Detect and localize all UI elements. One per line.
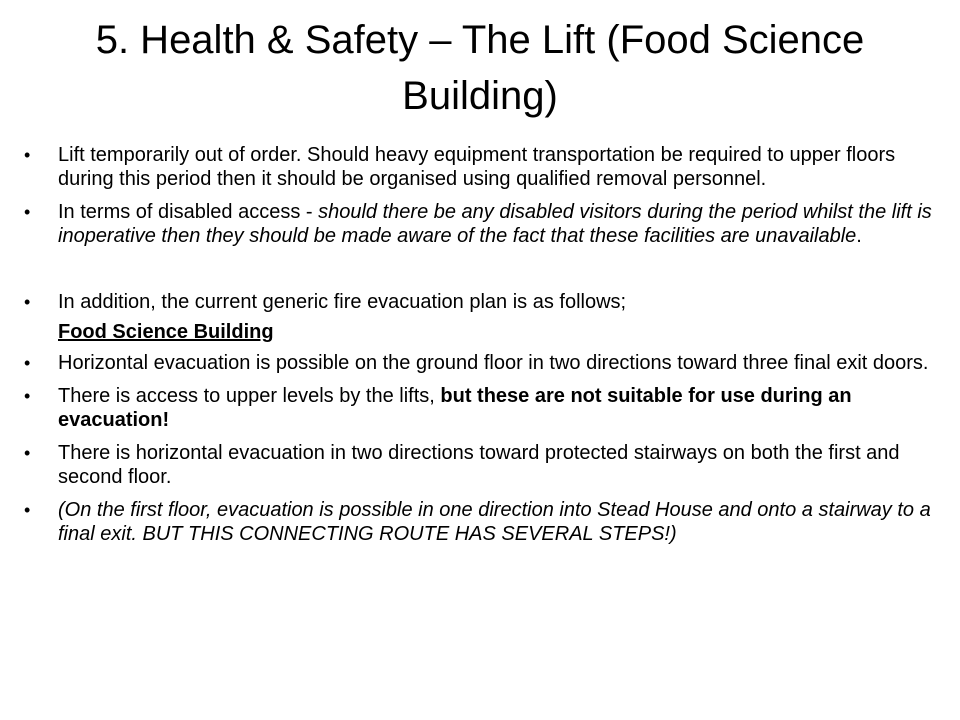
item-text: In terms of disabled access - [58,201,319,223]
list-item [20,143,940,191]
bullet-icon: • [24,292,31,312]
item-text: There is horizontal evacuation in two directions toward protected stairways on both the first and second floor. [58,442,900,488]
item-text: Lift temporarily out of order. Should heavy equipment transportation be required to upper floors during this period then it should be organised using qualified removal personnel. [58,144,896,190]
bullet-icon: • [24,353,31,373]
bullet-icon: • [24,202,31,222]
bullet-icon: • [24,386,31,406]
bullet-icon: • [24,500,31,520]
item-text: There is access to upper levels by the lifts, [58,385,441,407]
slide-title: 5. Health & Safety – The Lift (Food Science Building) [95,18,865,118]
item-text-italic: should there be any disabled visitors during the period whilst the lift is inoperative then they should be made aware of the fact that these facilities are unavailable [58,201,932,247]
bullet-icon: • [24,145,31,165]
item-text: Horizontal evacuation is possible on the ground floor in two directions toward three final exit doors. [58,352,929,374]
item-text-bold: but these are not suitable for use during an evacuation! [58,385,852,431]
list-item [20,200,940,248]
item-text-end: . [856,225,862,247]
bullet-list [20,143,940,546]
list-item [20,351,940,375]
list-item [20,441,940,489]
bullet-icon: • [24,443,31,463]
list-item [20,290,940,314]
item-text-italic: (On the first floor, evacuation is possible in one direction into Stead House and onto a stairway to a final exit. BUT THIS CONNECTING ROUTE HAS SEVERAL STEPS!) [58,499,931,545]
subheading [20,320,940,344]
list-item [20,384,940,432]
subheading-text: Food Science Building [58,321,274,343]
item-text: In addition, the current generic fire evacuation plan is as follows; [58,291,627,313]
list-item [20,498,940,546]
